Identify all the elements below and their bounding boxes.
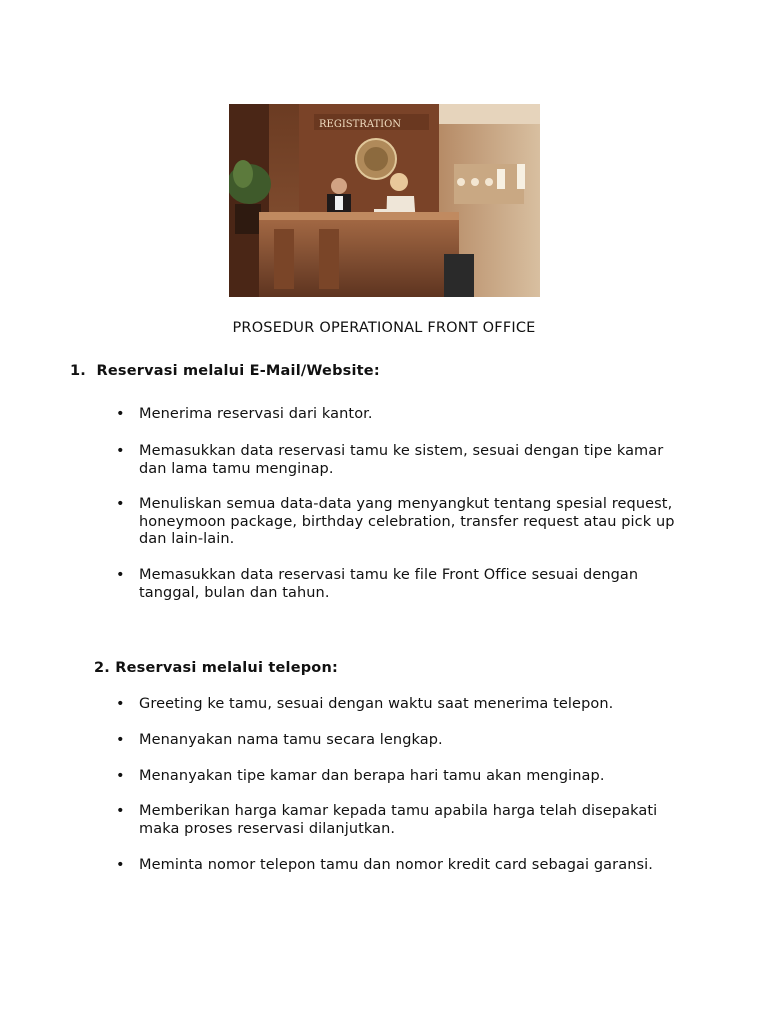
section-heading-text: Reservasi melalui E-Mail/Website: [96,363,380,379]
list-item-text: Memasukkan data reservasi tamu ke sistem, sesuai dengan tipe kamar dan lama tamu menginap. [139,443,664,477]
list-item-text: Greeting ke tamu, sesuai dengan waktu saat menerima telepon. [139,696,614,712]
list-item [116,567,676,602]
list-item-text: Memberikan harga kamar kepada tamu apabila harga telah disepakati maka proses reservasi dilanjutkan. [139,803,658,837]
registration-desk-photo [229,104,540,297]
bullet-icon: • [116,857,125,873]
list-item [116,443,676,478]
list-item-text: Meminta nomor telepon tamu dan nomor kredit card sebagai garansi. [139,857,653,873]
section-heading-email [70,363,380,379]
bullet-icon: • [116,443,125,459]
list-item [116,696,676,714]
list-item-text: Menanyakan tipe kamar dan berapa hari tamu akan menginap. [139,768,605,784]
bullet-icon: • [116,696,125,712]
section-heading-telepon [94,660,338,676]
list-item [116,496,676,549]
list-item-text: Menerima reservasi dari kantor. [139,406,373,422]
section-heading-text: Reservasi melalui telepon: [115,660,338,676]
bullet-icon: • [116,732,125,748]
document-title: PROSEDUR OPERATIONAL FRONT OFFICE [232,320,536,336]
list-item [116,768,676,786]
list-item [116,803,676,838]
bullet-icon: • [116,496,125,512]
bullet-icon: • [116,567,125,583]
bullet-icon: • [116,406,125,422]
list-item-text: Memasukkan data reservasi tamu ke file Front Office sesuai dengan tanggal, bulan dan tahun. [139,567,639,601]
list-item [116,732,676,750]
list-item-text: Menuliskan semua data-data yang menyangkut tentang spesial request, honeymoon package, birthday celebration, transfer request atau pick up dan lain-lain. [139,496,675,547]
bullet-icon: • [116,768,125,784]
section-number: 1. [70,363,86,379]
bullet-icon: • [116,803,125,819]
list-item [116,857,676,875]
section-number: 2. [94,660,110,676]
list-item-text: Menanyakan nama tamu secara lengkap. [139,732,443,748]
list-item [116,406,676,424]
registration-sign-text: REGISTRATION [319,119,402,130]
